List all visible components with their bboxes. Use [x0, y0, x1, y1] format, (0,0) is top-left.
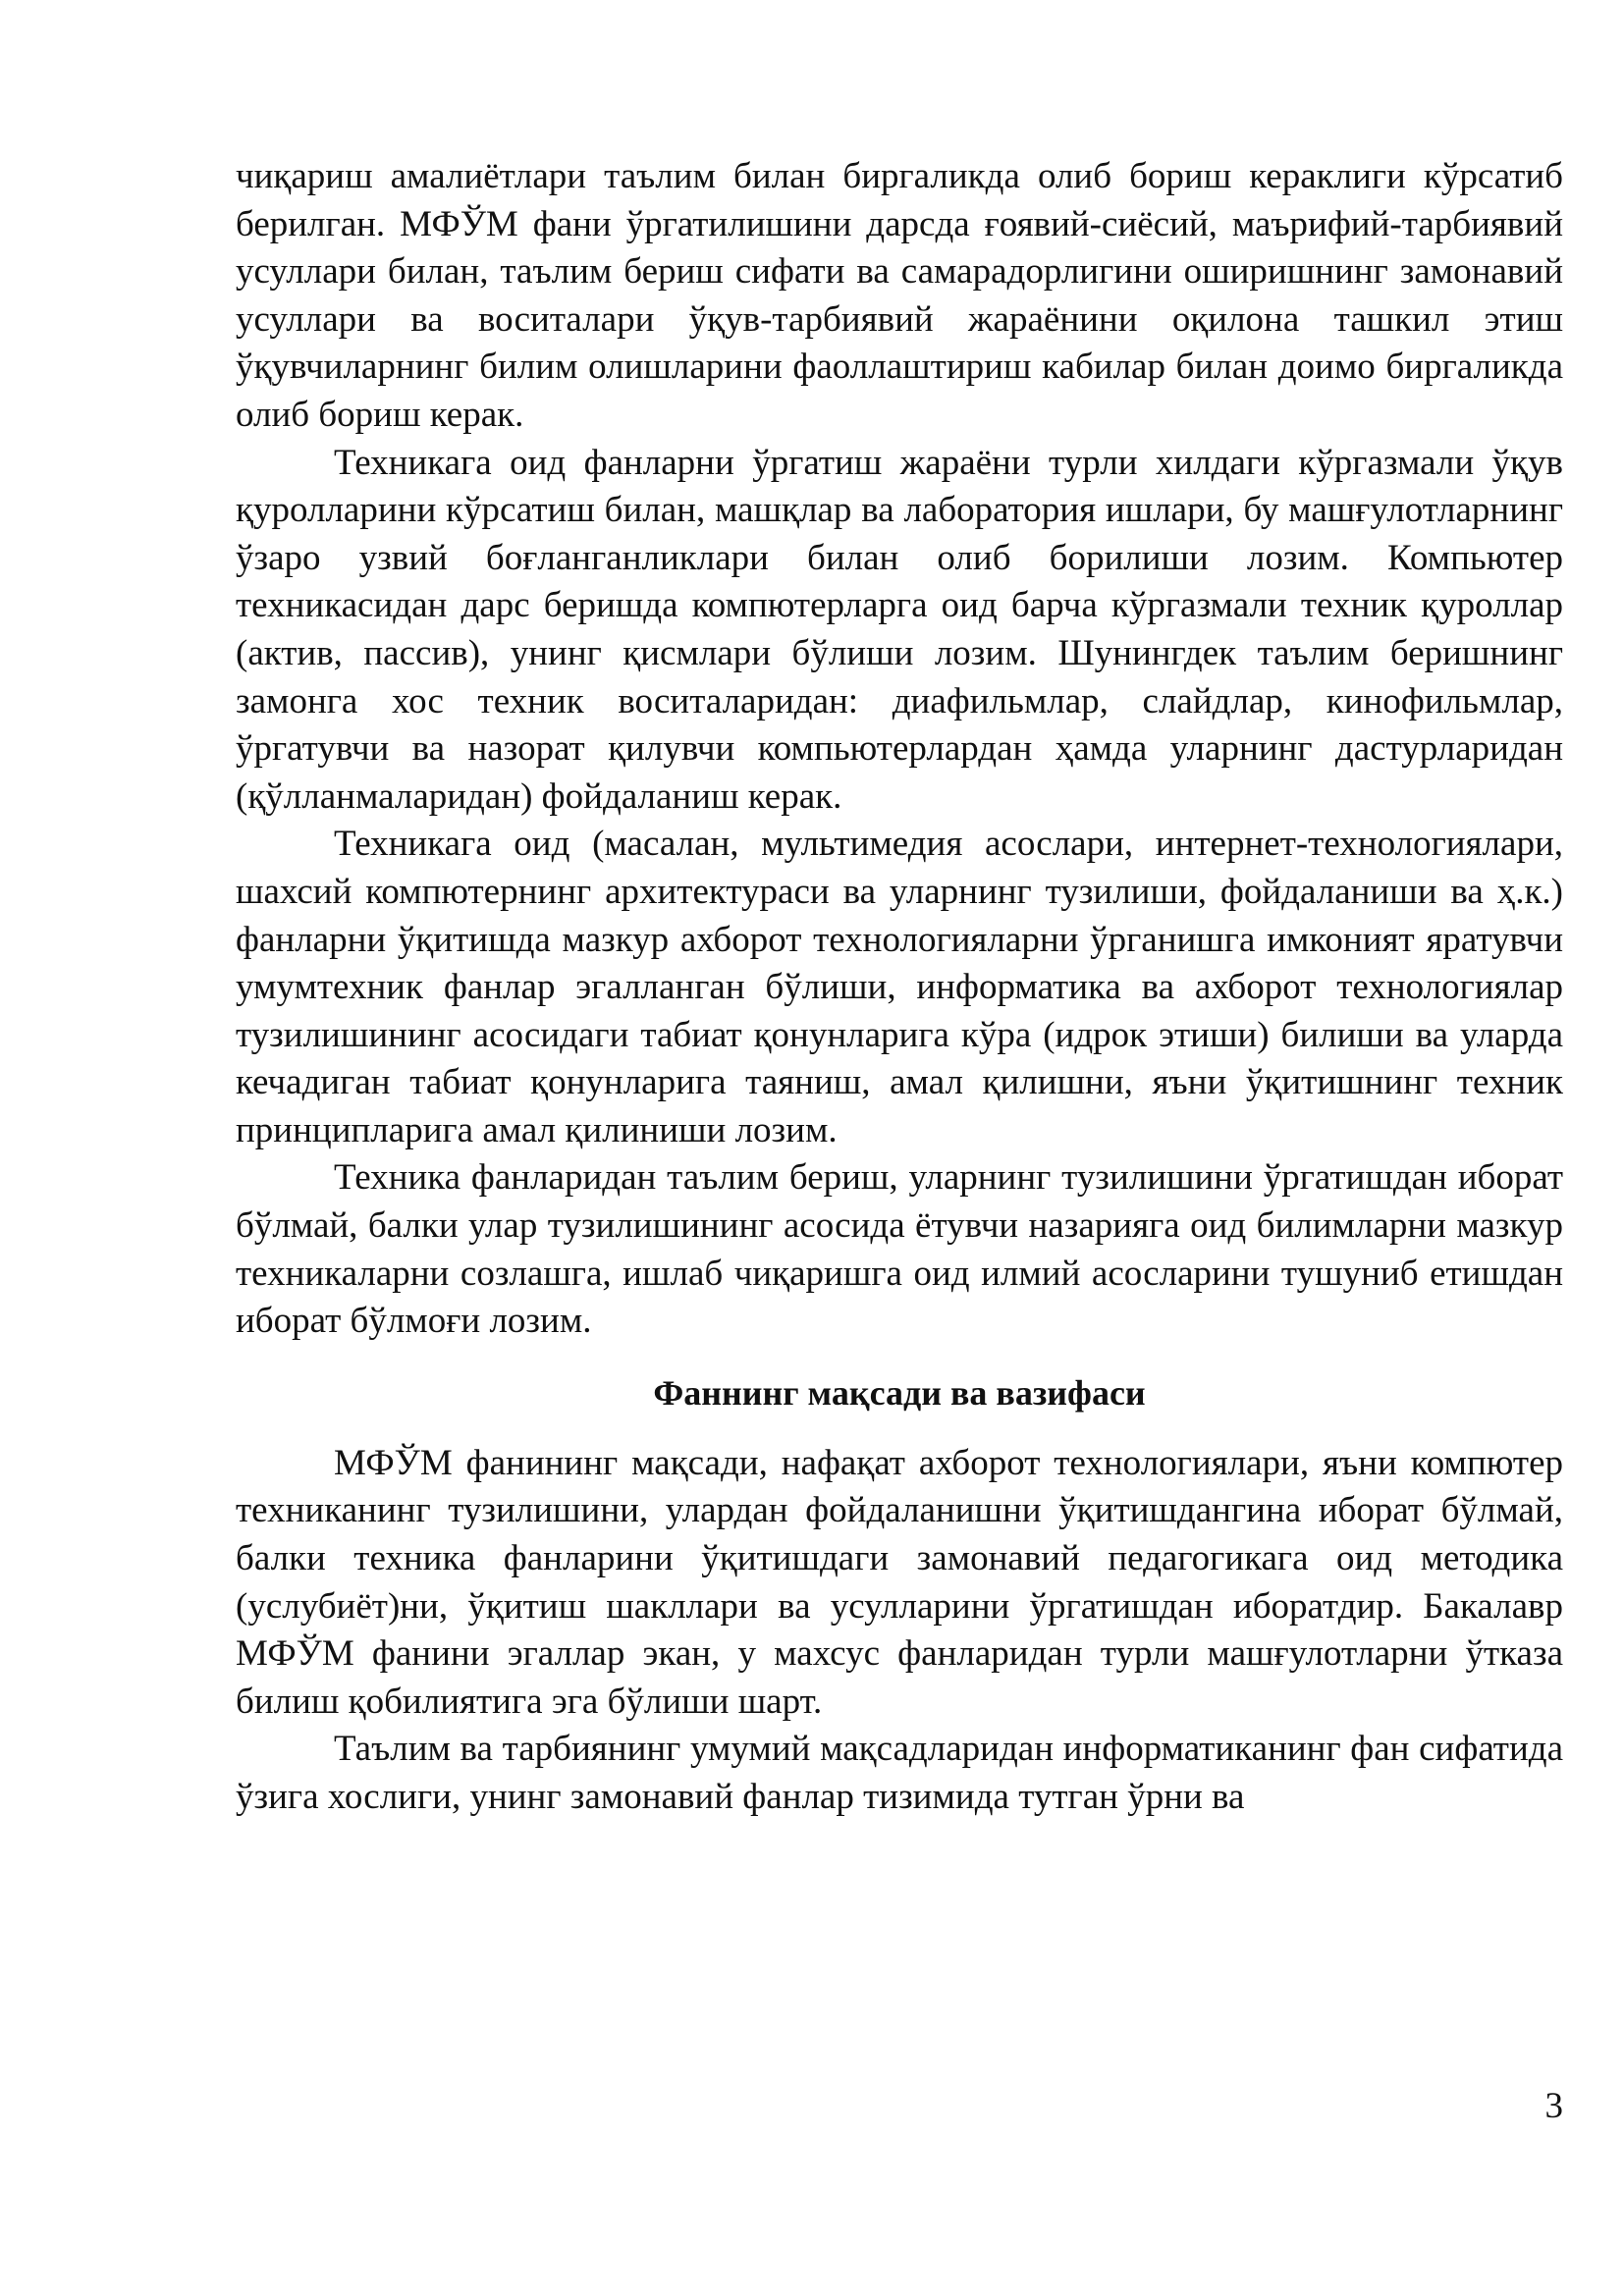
paragraph-3: Техникага оид (масалан, мультимедия асослари, интернет-технологиялари, шахсий компютернинг архитектураси ва уларнинг тузилиши, фойдаланиши ва ҳ.к.) фанларни ўқитишда мазкур ахборот технологияларни ўрганишга имконият яратувчи умумтехник фанлар эгалланган бўлиши, информатика ва ахборот технологиялар тузилишининг асосидаги табиат қонунларига кўра (идрок этиши) билиши ва уларда кечадиган табиат қонунларига таяниш, амал қилишни, яъни ўқитишнинг техник принципларига амал қилиниши лозим. — [236, 824, 1563, 1150]
paragraph-1: чиқариш амалиётлари таълим билан биргаликда олиб бориш кераклиги кўрсатиб берилган. МФЎМ фани ўргатилишини дарсда ғоявий-сиёсий, маърифий-тарбиявий усуллари билан, таълим бериш сифати ва самарадорлигини оширишнинг замонавий усуллари ва воситалари ўқув-тарбиявий жараёнини оқилона ташкил этиш ўқувчиларнинг билим олишларини фаоллаштириш кабилар билан доимо биргаликда олиб бориш керак. — [236, 156, 1563, 435]
page-number: 3 — [1544, 2086, 1563, 2126]
section-heading: Фаннинг мақсади ва вазифаси — [653, 1372, 1146, 1413]
paragraph-6: Таълим ва тарбиянинг умумий мақсадларидан информатиканинг фан сифатида ўзига хослиги, унинг замонавий фанлар тизимида тутган ўрни ва — [236, 1729, 1563, 1817]
paragraph-5: МФЎМ фанининг мақсади, нафақат ахборот технологиялари, яъни компютер техниканинг тузилишини, улардан фойдаланишни ўқитишдангина иборат бўлмай, балки техника фанларини ўқитишдаги замонавий педагогикага оид методика (услубиёт)ни, ўқитиш шакллари ва усулларини ўргатишдан иборатдир. Бакалавр МФЎМ фанини эгаллар экан, у махсус фанларидан турли машғулотларни ўтказа билиш қобилиятига эга бўлиши шарт. — [236, 1442, 1563, 1722]
document-page — [236, 153, 1563, 1822]
paragraph-2: Техникага оид фанларни ўргатиш жараёни турли хилдаги кўргазмали ўқув қуролларини кўрсатиш билан, машқлар ва лаборатория ишлари, бу машғулотларнинг ўзаро узвий боғланганликлари билан олиб борилиши лозим. Компьютер техникасидан дарс беришда компютерларга оид барча кўргазмали техник қуроллар (актив, пассив), унинг қисмлари бўлиши лозим. Шунингдек таълим беришнинг замонга хос техник воситаларидан: диафильмлар, слайдлар, кинофильмлар, ўргатувчи ва назорат қилувчи компьютерлардан ҳамда уларнинг дастурларидан (қўлланмаларидан) фойдаланиш керак. — [236, 442, 1563, 817]
paragraph-4: Техника фанларидан таълим бериш, уларнинг тузилишини ўргатишдан иборат бўлмай, балки улар тузилишининг асосида ётувчи назарияга оид билимларни мазкур техникаларни созлашга, ишлаб чиқаришга оид илмий асосларини тушуниб етишдан иборат бўлмоғи лозим. — [236, 1157, 1563, 1342]
